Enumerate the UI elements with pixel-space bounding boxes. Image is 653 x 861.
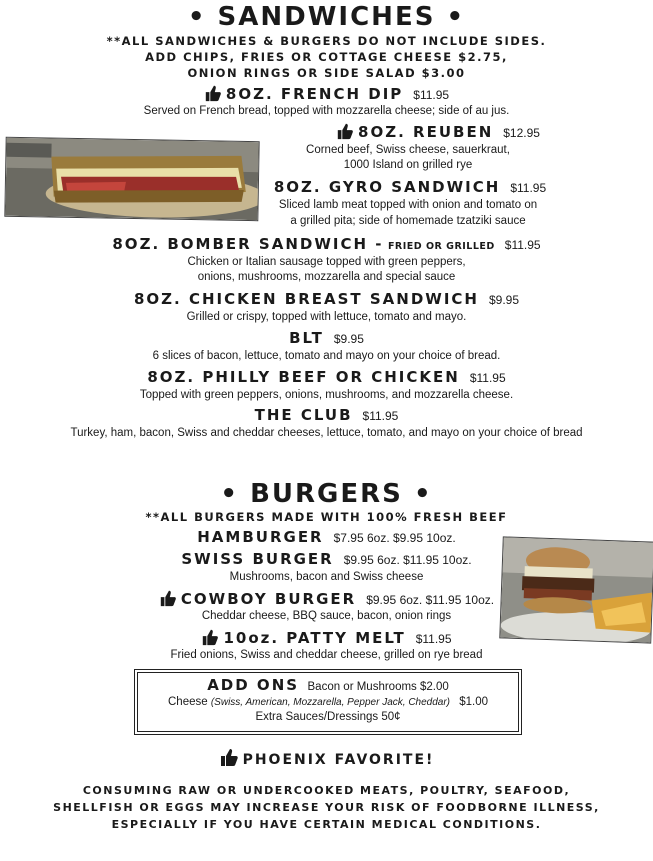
item-name: SWISS BURGER	[181, 550, 334, 568]
item-price: $11.95	[413, 88, 450, 102]
item-name: 10oz. PATTY MELT	[223, 629, 406, 647]
sandwiches-title: • SANDWICHES •	[187, 2, 466, 32]
menu-item-french-dip	[0, 84, 653, 104]
thumbs-up-icon	[204, 84, 222, 102]
item-desc: Cheddar cheese, BBQ sauce, bacon, onion rings	[201, 610, 452, 622]
warning-line-2: SHELLFISH OR EGGS MAY INCREASE YOUR RISK OF FOODBORNE ILLNESS,	[53, 801, 600, 814]
item-name: THE CLUB	[254, 406, 353, 424]
item-desc: Sliced lamb meat topped with onion and tomato on	[278, 199, 538, 211]
menu-item-reuben	[288, 122, 588, 142]
thumbs-up-icon	[336, 122, 354, 140]
item-name: 8OZ. CHICKEN BREAST SANDWICH	[133, 290, 479, 308]
item-desc: Served on French bread, topped with mozzarella cheese; side of au jus.	[143, 105, 510, 117]
item-price: $11.95	[415, 632, 452, 646]
phoenix-favorite-legend	[0, 747, 653, 769]
reuben-photo	[4, 137, 259, 221]
menu-item-cowboy-burger	[0, 589, 653, 609]
menu-item-gyro	[260, 178, 560, 197]
item-desc: Grilled or crispy, topped with lettuce, tomato and mayo.	[186, 311, 467, 323]
item-desc: Turkey, ham, bacon, Swiss and cheddar cheeses, lettuce, tomato, and mayo on your choice of bread	[70, 427, 583, 439]
add-ons-line-1	[138, 676, 518, 695]
cheese-price: $1.00	[459, 696, 488, 708]
favorite-label: PHOENIX FAVORITE!	[242, 752, 435, 768]
menu-item-chicken-breast	[0, 290, 653, 309]
item-name: HAMBURGER	[197, 528, 324, 546]
menu-item-swiss-burger	[0, 550, 653, 569]
add-ons-bacon: Bacon or Mushrooms $2.00	[307, 681, 449, 693]
warning-line-1: CONSUMING RAW OR UNDERCOOKED MEATS, POULTRY, SEAFOOD,	[82, 784, 571, 797]
item-desc: 6 slices of bacon, lettuce, tomato and mayo on your choice of bread.	[152, 350, 501, 362]
item-desc: Mushrooms, bacon and Swiss cheese	[229, 571, 424, 583]
item-subtitle: FRIED OR GRILLED	[387, 241, 495, 252]
sides-note-line-1: **ALL SANDWICHES & BURGERS DO NOT INCLUDE SIDES.	[106, 34, 547, 48]
item-price: $11.95	[362, 409, 399, 423]
item-name: 8OZ. BOMBER SANDWICH -	[112, 235, 384, 253]
cheese-options: (Swiss, American, Mozzarella, Pepper Jack, Cheddar)	[210, 697, 451, 708]
menu-item-hamburger	[0, 528, 653, 547]
item-name: 8OZ. REUBEN	[358, 123, 494, 141]
thumbs-up-icon	[219, 747, 239, 767]
item-desc: Fried onions, Swiss and cheddar cheese, grilled on rye bread	[170, 649, 483, 661]
item-desc: onions, mushrooms, mozzarella and special sauce	[197, 271, 456, 283]
sides-note-line-2: ADD CHIPS, FRIES OR COTTAGE CHEESE $2.75,	[145, 50, 508, 64]
cheese-label: Cheese	[168, 696, 208, 708]
add-ons-line-3: Extra Sauces/Dressings 50¢	[255, 711, 401, 723]
burgers-title: • BURGERS •	[220, 479, 433, 509]
item-desc: 1000 Island on grilled rye	[343, 159, 473, 171]
menu-item-patty-melt	[0, 628, 653, 648]
item-price: $11.95	[510, 181, 547, 195]
item-name: COWBOY BURGER	[180, 590, 357, 608]
thumbs-up-icon	[201, 628, 219, 646]
add-ons-title: ADD ONS	[207, 676, 300, 694]
item-name: 8OZ. GYRO SANDWICH	[273, 178, 501, 196]
item-desc: a grilled pita; side of homemade tzatziki sauce	[290, 215, 526, 227]
menu-item-blt	[0, 329, 653, 348]
sides-note-line-3: ONION RINGS OR SIDE SALAD $3.00	[187, 66, 466, 80]
item-price: $9.95 6oz. $11.95 10oz.	[366, 593, 495, 607]
item-desc: Chicken or Italian sausage topped with green peppers,	[187, 256, 466, 268]
menu-item-the-club	[0, 406, 653, 425]
item-name: 8OZ. FRENCH DIP	[225, 85, 404, 103]
add-ons-line-2	[138, 695, 518, 710]
thumbs-up-icon	[159, 589, 177, 607]
menu-item-philly	[0, 368, 653, 387]
item-price: $7.95 6oz. $9.95 10oz.	[333, 531, 456, 545]
item-price: $9.95 6oz. $11.95 10oz.	[343, 553, 472, 567]
add-ons-box	[137, 672, 519, 732]
item-price: $12.95	[503, 126, 540, 140]
burgers-note: **ALL BURGERS MADE WITH 100% FRESH BEEF	[145, 510, 508, 524]
menu-item-bomber	[0, 235, 653, 254]
item-name: BLT	[289, 329, 324, 347]
item-price: $11.95	[469, 371, 506, 385]
item-price: $11.95	[504, 238, 541, 252]
warning-line-3: ESPECIALLY IF YOU HAVE CERTAIN MEDICAL CONDITIONS.	[111, 818, 542, 831]
item-name: 8OZ. PHILLY BEEF OR CHICKEN	[147, 368, 460, 386]
item-price: $9.95	[488, 293, 519, 307]
item-desc: Corned beef, Swiss cheese, sauerkraut,	[306, 144, 510, 156]
item-price: $9.95	[333, 332, 364, 346]
item-desc: Topped with green peppers, onions, mushrooms, and mozzarella cheese.	[139, 389, 514, 401]
